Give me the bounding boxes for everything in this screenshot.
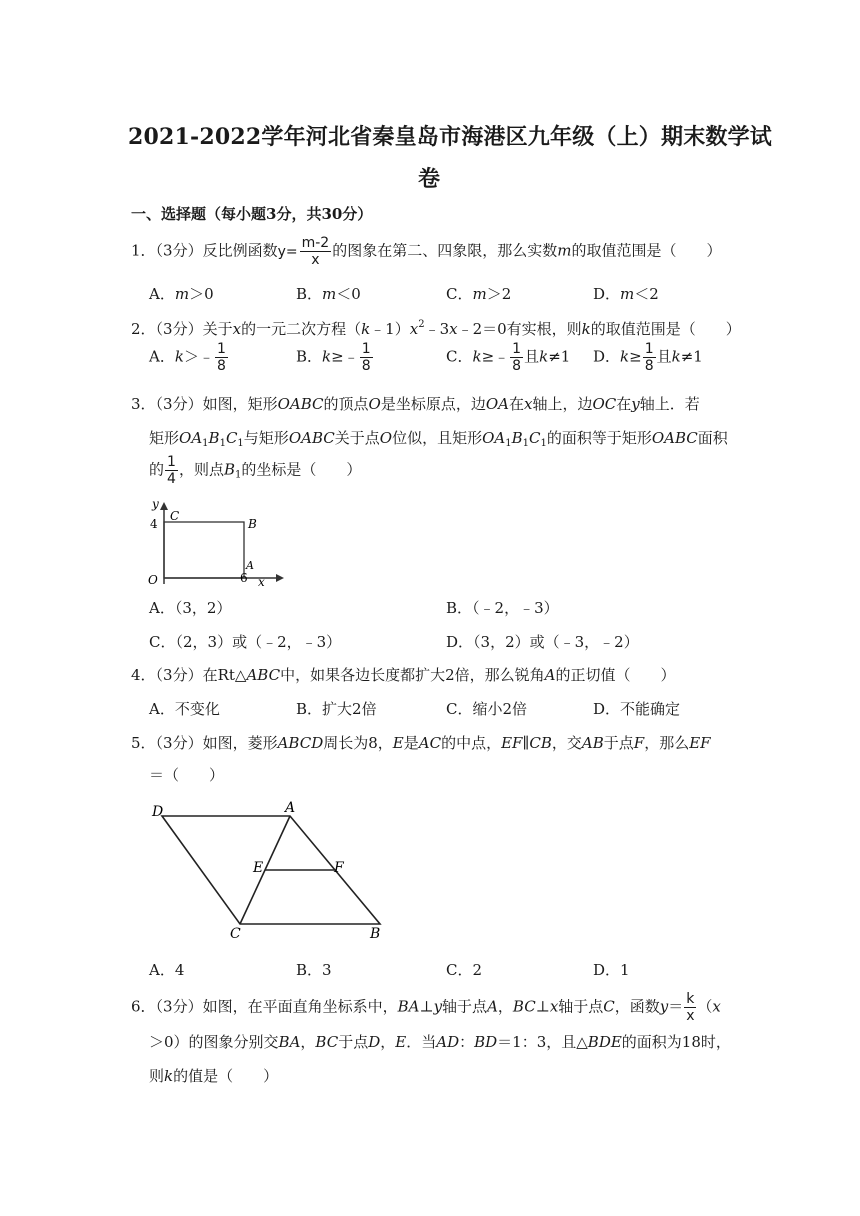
question-5-line2: ＝（ ） xyxy=(149,766,225,784)
fig-label-f: F xyxy=(334,860,344,876)
fig-label-y: y xyxy=(152,498,159,511)
question-5-line1: 5．（3分）如图，菱形ABCD周长为8，E是AC的中点，EF∥CB，交AB于点F，那么EF xyxy=(131,734,711,752)
q1-fraction-body xyxy=(300,236,332,267)
q3-option-b: B．（﹣2，﹣3） xyxy=(446,599,559,617)
document-title-line2: 卷 xyxy=(418,166,441,192)
q1-frac-den: x xyxy=(311,252,320,268)
fig-label-c: C xyxy=(230,926,241,942)
rectangle-oabc xyxy=(164,522,244,578)
document-title-line1: 2021-2022学年河北省秦皇岛市海港区九年级（上）期末数学试 xyxy=(128,124,772,150)
q5-option-b: B．3 xyxy=(296,961,332,979)
q1-option-d: D．m＜2 xyxy=(593,285,659,303)
q5-option-c: C．2 xyxy=(446,961,483,979)
q4-option-a: A．不变化 xyxy=(149,700,220,718)
fig-label-o: O xyxy=(148,573,158,587)
y-axis-arrow xyxy=(160,502,168,510)
question-2: 2．（3分）关于x的一元二次方程$(k﹣1)x^2﹣3x﹣2=0$有实根，则k的取值范围是（ ） xyxy=(131,319,741,338)
question-4: 4．（3分）在Rt△ABC中，如果各边长度都扩大2倍，那么锐角A的正切值（ ） xyxy=(131,666,676,684)
q1-var-m: m xyxy=(557,241,572,260)
q3-option-d: D．（3，2）或（﹣3，﹣2） xyxy=(446,633,639,651)
fig-label-a: A xyxy=(246,559,254,572)
q1-fraction xyxy=(278,244,298,259)
fig-label-a: A xyxy=(285,800,296,816)
q3-option-c: C．（2，3）或（﹣2，﹣3） xyxy=(149,633,342,651)
question-6-line1: 6．（3分）如图，在平面直角坐标系中，BA⊥y轴于点A，BC⊥x轴于点C，函数y＝ $\frac{k}{x}$ （x xyxy=(131,991,721,1024)
fig-label-b: B xyxy=(248,517,257,531)
x-axis-arrow xyxy=(276,574,284,582)
fig-label-b: B xyxy=(370,926,381,942)
q4-option-c: C．缩小2倍 xyxy=(446,700,528,718)
q1-text-a: 的图象在第二、四象限，那么实数 xyxy=(332,241,558,260)
q5-rhombus-figure xyxy=(148,798,388,944)
q1-frac-num: m-2 xyxy=(301,235,330,251)
q4-option-d: D．不能确定 xyxy=(593,700,681,718)
fig-label-6: 6 xyxy=(240,571,248,585)
question-3-line1: 3．（3分）如图，矩形OABC的顶点O是坐标原点，边OA在x轴上，边OC在y轴上．若 xyxy=(131,395,700,413)
question-6-line3: 则k的值是（ ） xyxy=(149,1067,279,1085)
q2-option-d: D．k≥ $\frac{1}{8}$ 且k≠1 xyxy=(593,341,703,374)
q1-option-b: B．m＜0 xyxy=(296,285,361,303)
q4-option-b: B．扩大2倍 xyxy=(296,700,377,718)
q5-option-d: D．1 xyxy=(593,961,630,979)
fig-label-4: 4 xyxy=(150,517,158,531)
question-6-line2: ＞0）的图象分别交BA，BC于点D，E．当AD：BD＝1：3，且△BDE的面积为18时， xyxy=(149,1033,731,1051)
q2-option-b: B．k≥﹣ $\frac{1}{8}$ xyxy=(296,341,371,374)
question-3-line3: 的 $\frac{1}{4}$ ，则点$B_1$的坐标是（ ） xyxy=(149,454,362,487)
question-1 xyxy=(131,236,721,267)
q1-option-c: C．m＞2 xyxy=(446,285,512,303)
fig-label-d: D xyxy=(152,804,164,820)
question-3-line2: 矩形$OA_1B_1C_1$与矩形OABC关于点O位似，且矩形$OA_1B_1C_1$的面积等于矩形OABC面积 xyxy=(149,429,728,449)
fig-label-c: C xyxy=(170,509,180,523)
q1-option-a: A．m＞0 xyxy=(149,285,214,303)
q1-y-eq: y= xyxy=(277,243,298,260)
section-heading: 一、选择题（每小题3分，共30分） xyxy=(131,205,373,223)
q1-text-b: 的取值范围是（ ） xyxy=(571,241,722,260)
q3-rectangle-figure xyxy=(144,498,284,590)
fig-label-x: x xyxy=(258,575,265,589)
fig-label-e: E xyxy=(253,860,264,876)
q2-option-c: C．k≥﹣ $\frac{1}{8}$ 且k≠1 xyxy=(446,341,571,374)
q5-option-a: A．4 xyxy=(149,961,185,979)
q1-text: 1．（3分）反比例函数 xyxy=(131,241,278,260)
q2-option-a: A．k＞﹣ $\frac{1}{8}$ xyxy=(149,341,226,374)
q3-option-a: A．（3，2） xyxy=(149,599,232,617)
